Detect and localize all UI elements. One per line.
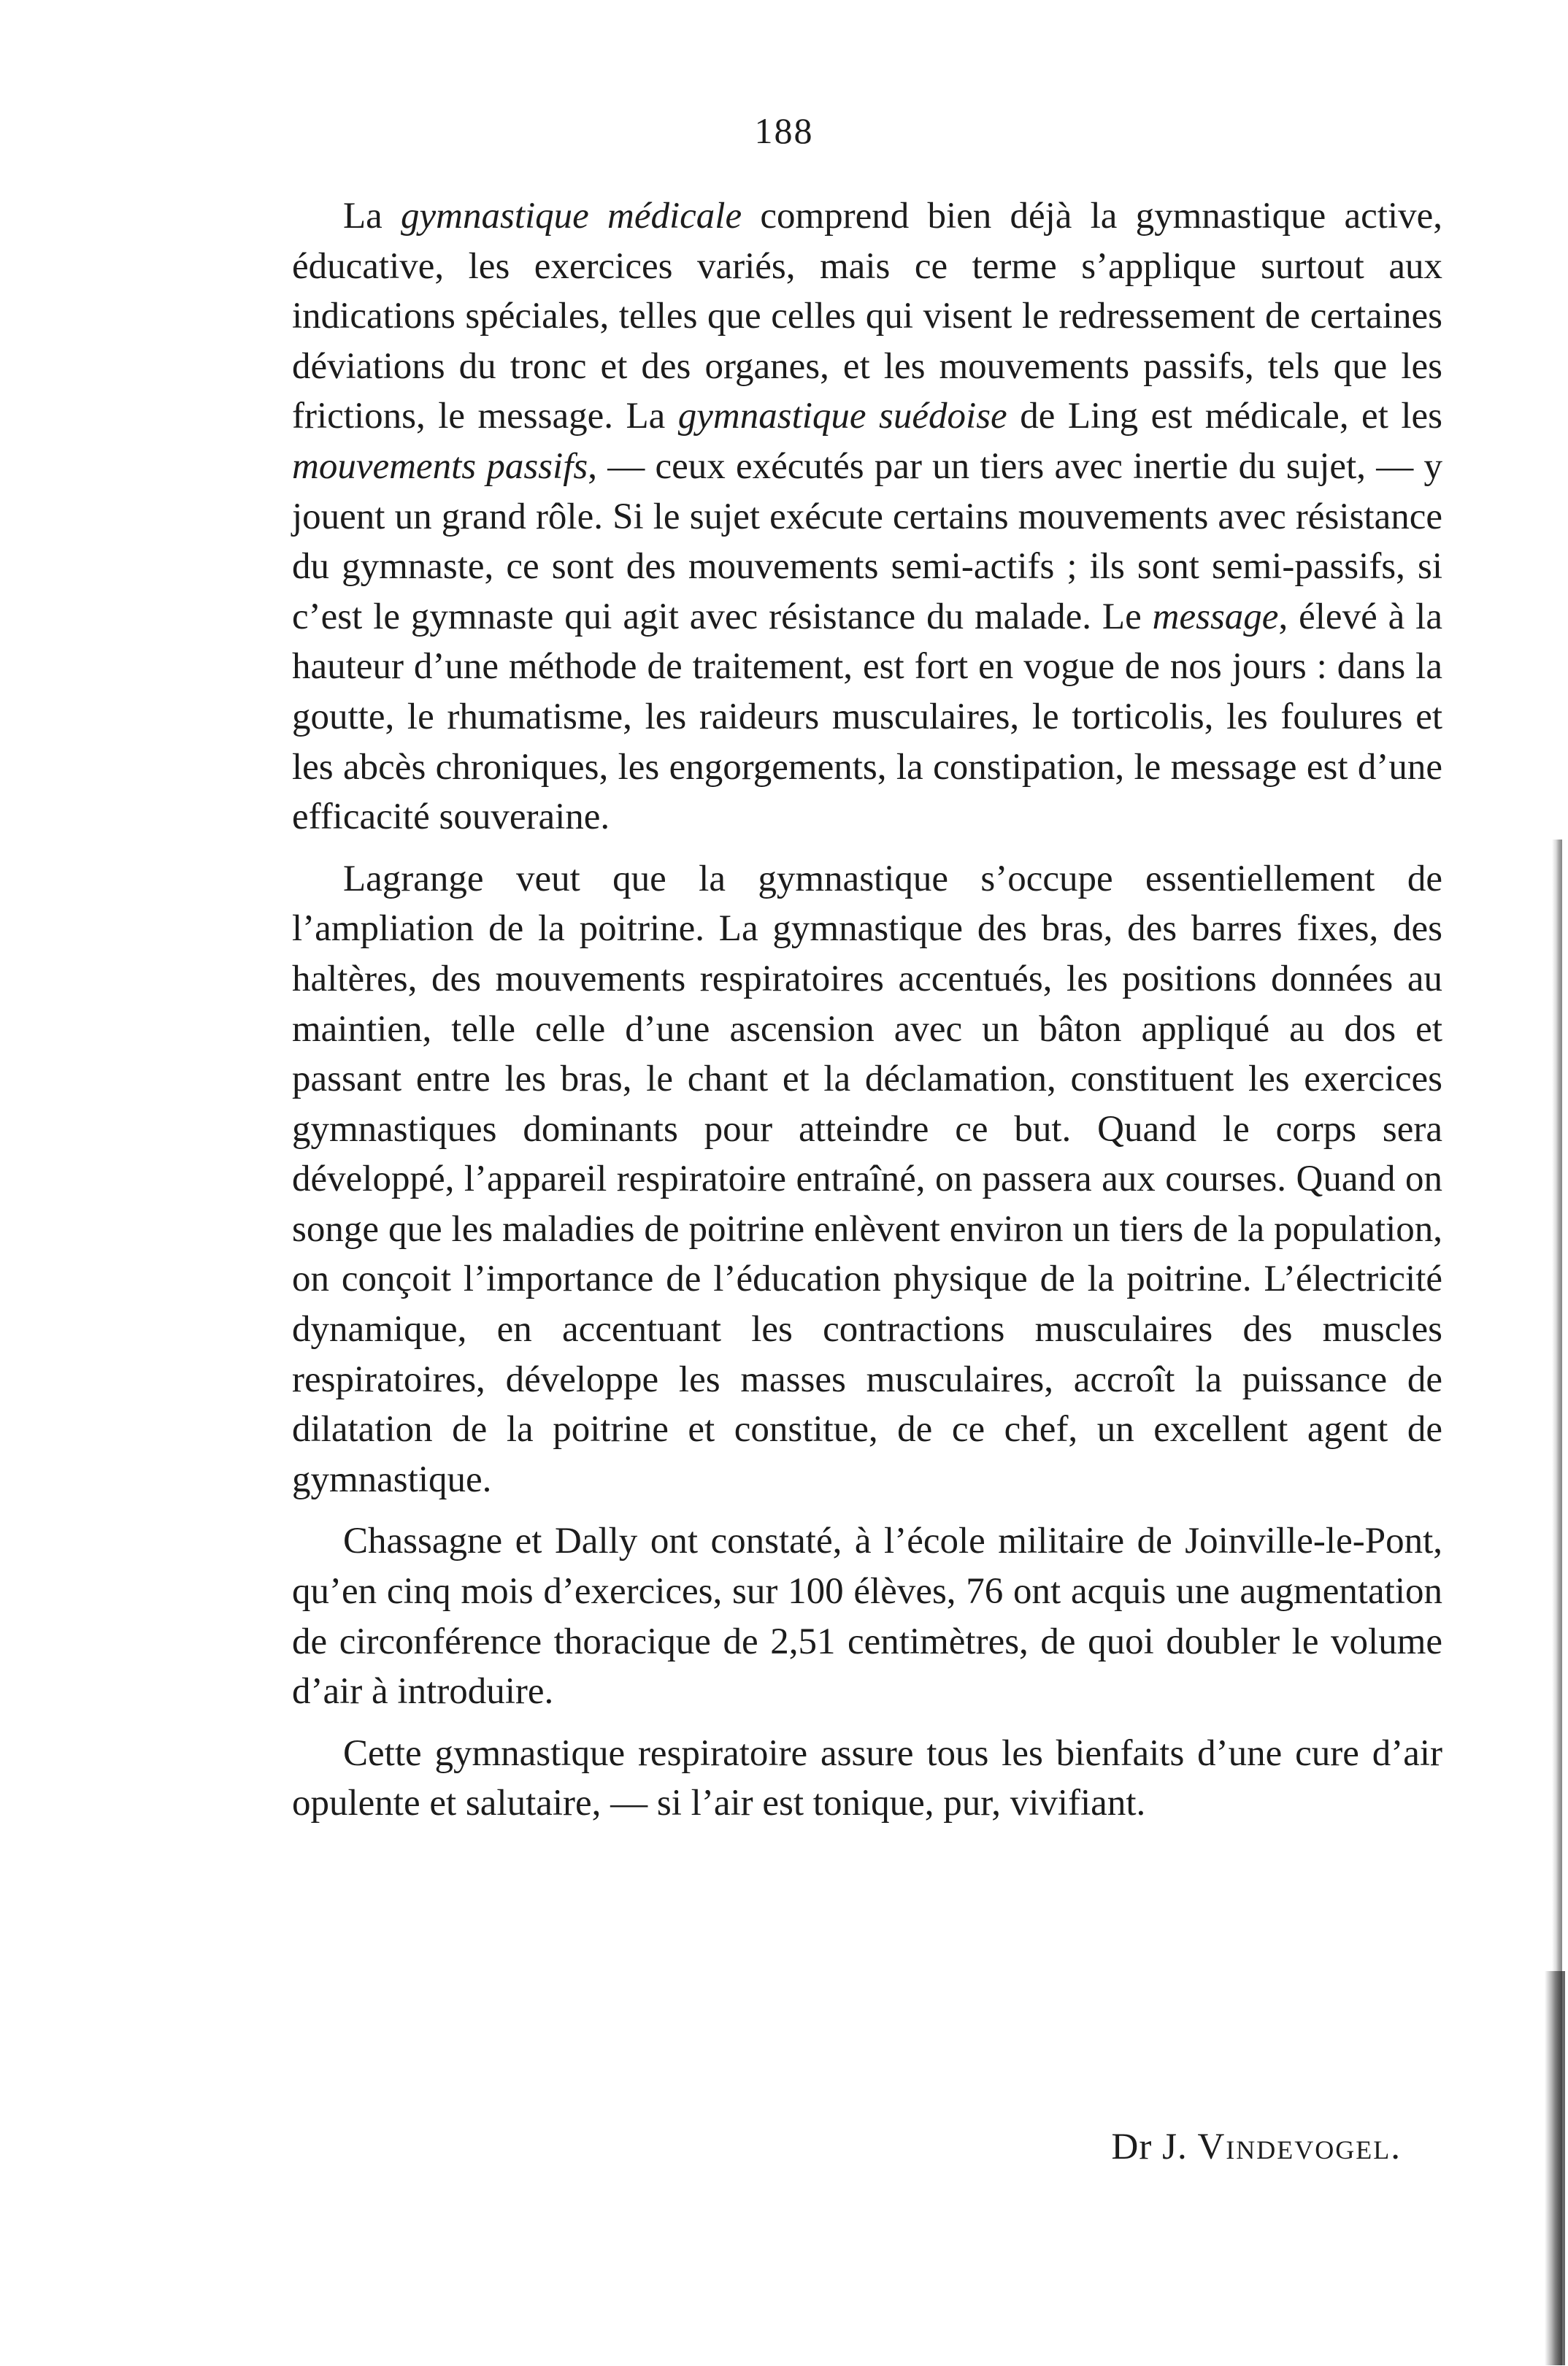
italic-term: mouvements passifs	[292, 445, 588, 487]
text-run: , — ceux exécutés par un tiers avec inertie du sujet, — y jouent un grand rôle. Si le sujet exécute certains mouvements avec résistance du gymnaste, ce sont des mouvements semi-actifs ; ils sont semi-passifs, si c’est le gymnaste qui agit avec résistance du malade. Le	[292, 445, 1442, 637]
paragraph	[292, 1516, 1442, 1716]
body-text	[292, 191, 1442, 1829]
author-signature	[1112, 2126, 1402, 2168]
paragraph	[292, 854, 1442, 1505]
text-run: Cette gymnastique respiratoire assure tous les bienfaits d’une cure d’air opulente et salutaire, — si l’air est tonique, pur, vivifiant.	[292, 1732, 1442, 1824]
text-run: de Ling est médicale, et les	[1007, 396, 1442, 437]
page-number: 188	[754, 110, 814, 151]
italic-term: gymnastique médicale	[401, 196, 742, 237]
signature-prefix: Dr J.	[1111, 2127, 1198, 2167]
paragraph	[292, 191, 1442, 842]
text-run: , élevé à la hauteur d’une méthode de traitement, est fort en vogue de nos jours : dans la goutte, le rhumatisme, les raideurs musculaires, le torticolis, les foulures et les abcès chroniques, les engorgements, la constipation, le message est d’une efficacité souveraine.	[292, 596, 1442, 838]
italic-term: gymnastique suédoise	[677, 396, 1007, 437]
paragraph	[292, 1729, 1442, 1829]
text-run: Lagrange veut que la gymnastique s’occupe essentiellement de l’ampliation de la poitrine. La gymnastique des bras, des barres fixes, des haltères, des mouvements respiratoires accentués, les positions données au maintien, telle celle d’une ascension avec un bâton appliqué au dos et passant entre les bras, le chant et la déclamation, constituent les exercices gymnastiques dominants pour atteindre ce but. Quand le corps sera développé, l’appareil respiratoire entraîné, on passera aux courses. Quand on songe que les maladies de poitrine enlèvent environ un tiers de la population, on conçoit l’importance de l’éducation physique de la poitrine. L’électricité dynamique, en accentuant les contractions musculaires des muscles respiratoires, développe les masses musculaires, accroît la puissance de dilatation de la poitrine et constitue, de ce chef, un excellent agent de gymnastique.	[292, 858, 1442, 1500]
text-run: Chassagne et Dally ont constaté, à l’école militaire de Joinville-le-Pont, qu’en cinq mois d’exercices, sur 100 élèves, 76 ont acquis une augmentation de circonférence thoracique de 2,51 centimètres, de quoi doubler le volume d’air à introduire.	[292, 1521, 1442, 1713]
italic-term: message	[1152, 596, 1279, 637]
text-run: La	[343, 196, 401, 237]
signature-name: Vindevogel.	[1197, 2127, 1402, 2167]
text-run: comprend bien déjà la gymnastique active, éducative, les exercices variés, mais ce terme s’applique surtout aux indications spéciales, telles que celles qui visent le redressement de certaines déviations du tronc et des organes, et les mouvements passifs, tels que les frictions, le message. La	[292, 196, 1443, 437]
page-binding-shadow	[1545, 1971, 1565, 2365]
